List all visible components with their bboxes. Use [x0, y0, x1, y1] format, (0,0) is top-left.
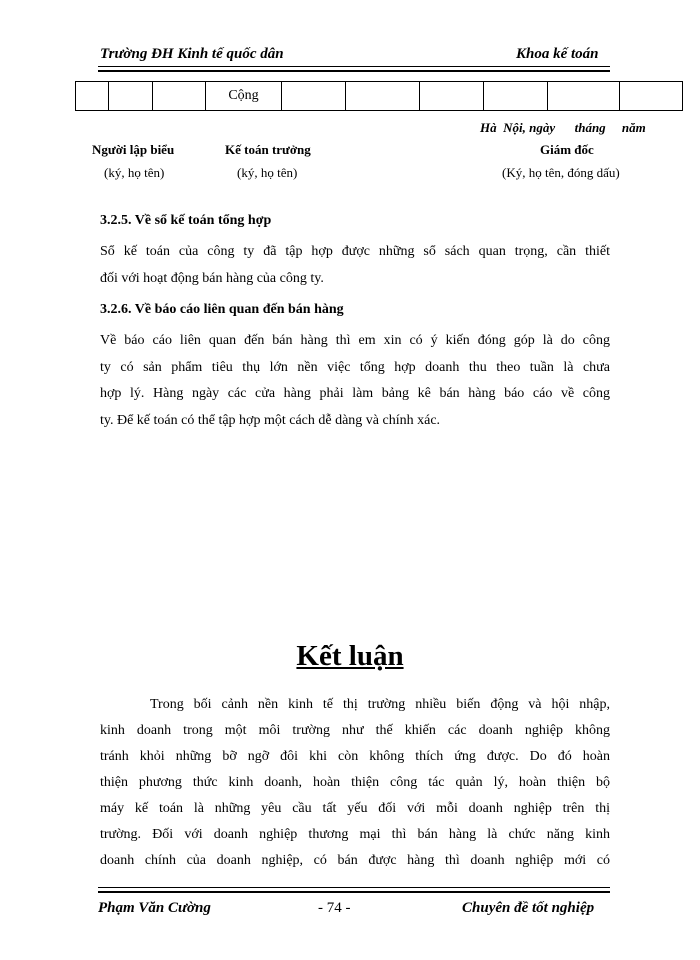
conclusion-paragraph — [100, 692, 610, 874]
table-cell — [620, 82, 683, 111]
header-school-name: Trường ĐH Kinh tế quốc dân — [100, 46, 284, 62]
director-note: (Ký, họ tên, đóng dấu) — [502, 165, 620, 180]
header-rule-thick — [98, 70, 610, 72]
footer-page-number: - 74 - — [318, 900, 351, 916]
header-rule-thin — [98, 66, 610, 67]
signature-date-line: Hà Nội, ngày tháng năm — [480, 120, 646, 135]
section-heading-3-2-5: 3.2.5. Về sổ kế toán tổng hợp — [100, 213, 272, 228]
footer-author: Phạm Văn Cường — [98, 900, 211, 916]
paragraph-line: thiện phương thức kinh doanh, hoàn thiện công tác quản lý, hoàn thiện bộ — [100, 775, 610, 790]
paragraph-line: Về báo cáo liên quan đến bán hàng thì em xin có ý kiến đóng góp là do công — [100, 333, 610, 348]
table-cell — [548, 82, 620, 111]
paragraph-line: đối với hoạt động bán hàng của công ty. — [100, 270, 324, 286]
section-heading-3-2-6: 3.2.6. Về báo cáo liên quan đến bán hàng — [100, 302, 344, 317]
table-cell — [153, 82, 206, 111]
section-paragraph-3-2-5 — [100, 239, 610, 292]
chief-accountant-note: (ký, họ tên) — [237, 165, 298, 180]
director-title: Giám đốc — [540, 142, 594, 157]
table-cell — [76, 82, 109, 111]
table-cell — [346, 82, 420, 111]
table-cell — [282, 82, 346, 111]
table-cell — [109, 82, 153, 111]
preparer-title: Người lập biểu — [92, 142, 175, 157]
paragraph-line: Trong bối cảnh nền kinh tế thị trường nhiều biến động và hội nhập, — [150, 697, 610, 712]
paragraph-line: tránh khỏi những bỡ ngỡ đôi khi còn không thích ứng được. Do đó hoàn — [100, 749, 610, 764]
preparer-note: (ký, họ tên) — [104, 165, 165, 180]
paragraph-line: ty. Để kế toán có thể tập hợp một cách dễ dàng và chính xác. — [100, 412, 441, 428]
table-row — [76, 82, 683, 111]
footer-rule-thin — [98, 887, 610, 888]
paragraph-line: ty có sản phẩm tiêu thụ lớn nền việc tổng hợp doanh thu theo tuần là chưa — [100, 359, 610, 375]
paragraph-line: Sổ kế toán của công ty đã tập hợp được những sổ sách quan trọng, cần thiết — [100, 244, 610, 259]
paragraph-line: kinh doanh trong một môi trường như thế khiến các doanh nghiệp không — [100, 723, 610, 738]
ledger-table-total-row — [75, 81, 683, 111]
section-paragraph-3-2-6 — [100, 328, 610, 434]
paragraph-line: doanh chính của doanh nghiệp, có bán được hàng thì doanh nghiệp mới có — [100, 853, 610, 868]
table-cell — [420, 82, 484, 111]
conclusion-title: Kết luận — [296, 640, 404, 672]
chief-accountant-title: Kế toán trưởng — [225, 142, 311, 157]
table-cell-total-label: Cộng — [206, 82, 282, 111]
footer-rule-thick — [98, 891, 610, 893]
footer-document-title: Chuyên đề tốt nghiệp — [462, 900, 595, 916]
paragraph-line: hợp lý. Hàng ngày các cửa hàng phải làm bảng kê bán hàng báo cáo về công — [100, 386, 610, 401]
table-cell — [484, 82, 548, 111]
paragraph-line: máy kế toán là những yêu cầu tất yếu đối với mỗi doanh nghiệp trên thị — [100, 801, 610, 816]
paragraph-line: trường. Đối với doanh nghiệp thương mại thì bán hàng là chức năng kinh — [100, 827, 610, 842]
header-faculty-name: Khoa kế toán — [516, 46, 599, 62]
